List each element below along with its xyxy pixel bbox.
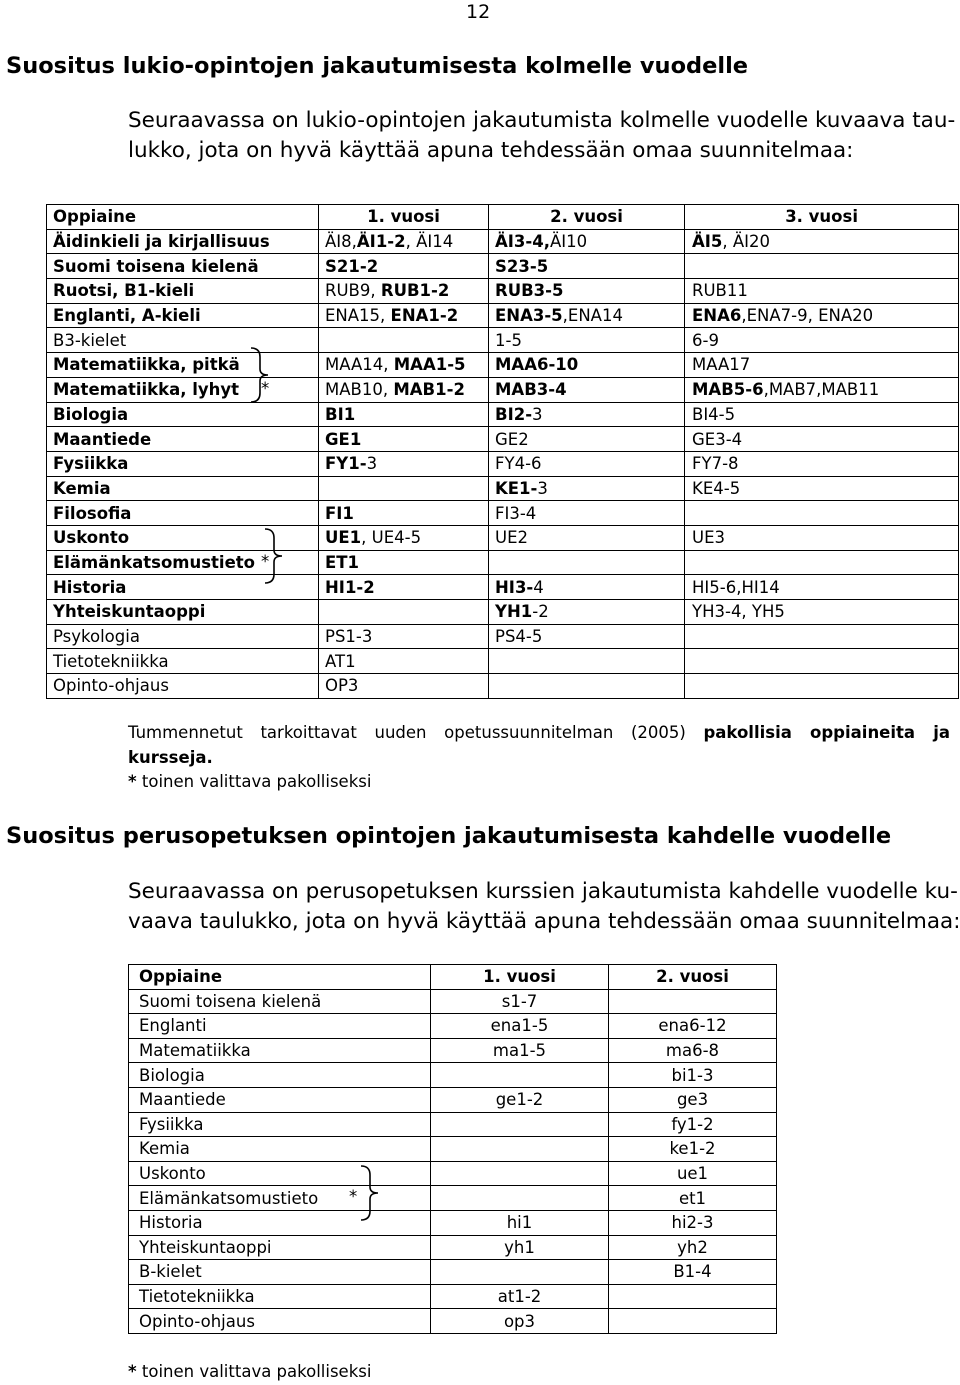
perus-table-row	[129, 1063, 777, 1088]
lukio-table-row	[47, 303, 959, 328]
lukio-cell-subject	[47, 254, 319, 279]
lukio-table-row	[47, 279, 959, 304]
star-marker: *	[349, 1187, 358, 1207]
course-code: ÄI3-4,	[495, 232, 550, 252]
perus-cell-subject	[129, 989, 431, 1014]
course-code: UE3	[692, 528, 725, 548]
lukio-header-year2: 2. vuosi	[489, 205, 685, 230]
perus-cell-year1	[431, 1063, 609, 1088]
course-code: RUB11	[692, 281, 748, 301]
course-code: MAB1-2	[393, 380, 465, 400]
section1-intro-line2: lukko, jota on hyvä käyttää apuna tehdessään omaa suunnitelmaa:	[128, 138, 854, 163]
course-code: 3	[532, 404, 543, 424]
star-marker: *	[261, 551, 270, 571]
lukio-cell-year1	[319, 525, 489, 550]
lukio-cell-year2	[489, 600, 685, 625]
lukio-cell-year1	[319, 674, 489, 699]
subject-name: Uskonto	[53, 528, 130, 548]
lukio-cell-year1	[319, 575, 489, 600]
perus-table-note	[128, 1360, 950, 1385]
perus-table-row	[129, 1284, 777, 1309]
course-code: UE2	[495, 528, 528, 548]
subject-name: Yhteiskuntaoppi	[53, 602, 206, 622]
perus-cell-year1: at1-2	[431, 1284, 609, 1309]
course-code: BI1	[325, 404, 356, 424]
course-code: ,ENA14	[562, 306, 623, 326]
course-code: -2	[532, 602, 549, 622]
course-code: RUB1-2	[380, 281, 450, 301]
course-code: RUB3-5	[495, 281, 564, 301]
subject-name: Maantiede	[139, 1090, 226, 1110]
lukio-cell-subject	[47, 377, 319, 402]
lukio-cell-year3	[685, 575, 959, 600]
subject-name: Biologia	[139, 1065, 205, 1085]
course-code: 3	[537, 478, 548, 498]
section1-heading: Suositus lukio-opintojen jakautumisesta kolmelle vuodelle	[6, 53, 749, 79]
lukio-table-row	[47, 476, 959, 501]
perus-table-row	[129, 1309, 777, 1334]
perus-cell-year2: yh2	[609, 1235, 777, 1260]
lukio-cell-year3	[685, 402, 959, 427]
perus-cell-subject	[129, 1014, 431, 1039]
note-star-text: toinen valittava pakolliseksi	[136, 772, 372, 791]
course-code: HI5-6,HI14	[692, 577, 780, 597]
perus-table-row	[129, 1260, 777, 1285]
course-code: MAB10,	[325, 380, 394, 400]
course-code: HI3-	[495, 577, 534, 597]
lukio-cell-year1	[319, 624, 489, 649]
course-code: MAA6-10	[495, 355, 579, 375]
lukio-table-row	[47, 353, 959, 378]
perus-cell-year1: hi1	[431, 1210, 609, 1235]
perus-cell-year1	[431, 1186, 609, 1211]
lukio-header-year1: 1. vuosi	[319, 205, 489, 230]
lukio-table-row	[47, 328, 959, 353]
course-code: ÄI1-2	[356, 232, 406, 252]
lukio-table-row	[47, 600, 959, 625]
lukio-table-row	[47, 501, 959, 526]
lukio-cell-year1	[319, 476, 489, 501]
subject-name: Ruotsi, B1-kieli	[53, 281, 195, 301]
course-code: ET1	[325, 552, 360, 572]
lukio-cell-year2	[489, 525, 685, 550]
lukio-table-row	[47, 402, 959, 427]
perus-cell-year1	[431, 1112, 609, 1137]
lukio-cell-year3	[685, 600, 959, 625]
lukio-cell-year2	[489, 550, 685, 575]
lukio-cell-year3	[685, 501, 959, 526]
lukio-cell-subject	[47, 279, 319, 304]
lukio-cell-year1	[319, 600, 489, 625]
section2-intro-line2: vaava taulukko, jota on hyvä käyttää apuna tehdessään omaa suunnitelmaa:	[128, 909, 960, 934]
subject-name: Psykologia	[53, 627, 140, 647]
perus-header-year2: 2. vuosi	[609, 965, 777, 990]
course-code: FY4-6	[495, 454, 542, 474]
perus-header-year1: 1. vuosi	[431, 965, 609, 990]
subject-name: Elämänkatsomustieto	[53, 552, 256, 572]
perus-cell-year2: fy1-2	[609, 1112, 777, 1137]
lukio-cell-year1	[319, 328, 489, 353]
course-code: 6-9	[692, 330, 719, 350]
lukio-cell-year3	[685, 624, 959, 649]
subject-name: Opinto-ohjaus	[139, 1311, 255, 1331]
course-code: AT1	[325, 651, 356, 671]
lukio-cell-year1	[319, 550, 489, 575]
perus-cell-year1: op3	[431, 1309, 609, 1334]
course-code: , UE4-5	[361, 528, 422, 548]
course-code: ENA15,	[325, 306, 391, 326]
subject-name: Englanti, A-kieli	[53, 306, 201, 326]
lukio-cell-subject	[47, 674, 319, 699]
perus-table-row	[129, 989, 777, 1014]
perus-table-row	[129, 1186, 777, 1211]
lukio-table-header-row	[47, 205, 959, 230]
note-star: *	[128, 772, 137, 791]
lukio-cell-year2	[489, 427, 685, 452]
subject-name: Historia	[53, 577, 127, 597]
course-code: MAA17	[692, 355, 751, 375]
lukio-table-row	[47, 525, 959, 550]
course-code: RUB9,	[325, 281, 381, 301]
note-normal-text: Tummennetut tarkoittavat uuden opetussuunnitelman (2005)	[128, 723, 704, 742]
lukio-cell-year2	[489, 279, 685, 304]
course-code: ÄI8,	[325, 232, 357, 252]
lukio-table-row	[47, 427, 959, 452]
lukio-table-row	[47, 451, 959, 476]
perus-cell-subject	[129, 1161, 431, 1186]
course-code: S21-2	[325, 256, 379, 276]
perus-cell-subject	[129, 1137, 431, 1162]
subject-name: Uskonto	[139, 1164, 206, 1184]
religion-brace-icon	[262, 526, 288, 586]
subject-name: Kemia	[53, 478, 111, 498]
perusopetus-course-table	[128, 964, 777, 1334]
course-code: 3	[366, 454, 378, 474]
lukio-cell-year2	[489, 254, 685, 279]
lukio-cell-year2	[489, 624, 685, 649]
course-code: PS1-3	[325, 627, 373, 647]
lukio-cell-year3	[685, 476, 959, 501]
perus-cell-year2: B1-4	[609, 1260, 777, 1285]
lukio-cell-year3	[685, 525, 959, 550]
course-code: YH1	[495, 602, 533, 622]
lukio-cell-year3	[685, 451, 959, 476]
note-bold-text: pakollisia oppiaineita ja kursseja.	[128, 723, 951, 767]
course-code: ÄI5	[692, 232, 723, 252]
lukio-cell-year2	[489, 303, 685, 328]
lukio-cell-year2	[489, 575, 685, 600]
perus-cell-year1: s1-7	[431, 989, 609, 1014]
lukio-cell-year1	[319, 377, 489, 402]
section1-intro-line1: Seuraavassa on lukio-opintojen jakautumista kolmelle vuodelle kuvaava tau-	[128, 108, 956, 133]
course-code: , ÄI20	[722, 232, 771, 252]
subject-name: Kemia	[139, 1139, 190, 1159]
lukio-cell-subject	[47, 624, 319, 649]
perus-cell-year2: ue1	[609, 1161, 777, 1186]
perus-table-row	[129, 1235, 777, 1260]
lukio-cell-year1	[319, 229, 489, 254]
course-code: GE1	[325, 429, 362, 449]
lukio-cell-subject	[47, 229, 319, 254]
page-number: 12	[466, 1, 491, 23]
lukio-cell-year2	[489, 649, 685, 674]
lukio-cell-year2	[489, 229, 685, 254]
lukio-cell-year1	[319, 649, 489, 674]
perus-cell-subject	[129, 1309, 431, 1334]
perus-cell-year2: ma6-8	[609, 1038, 777, 1063]
perus-cell-subject	[129, 1087, 431, 1112]
subject-name: Opinto-ohjaus	[53, 676, 169, 696]
subject-name: Matematiikka, pitkä	[53, 355, 240, 375]
perus-cell-subject	[129, 1235, 431, 1260]
perus-cell-subject	[129, 1186, 431, 1211]
lukio-cell-subject	[47, 427, 319, 452]
lukio-course-table	[46, 204, 959, 699]
lukio-cell-subject	[47, 451, 319, 476]
lukio-cell-subject	[47, 328, 319, 353]
course-code: MAB3-4	[495, 380, 567, 400]
perus-table-row	[129, 1137, 777, 1162]
lukio-cell-subject	[47, 353, 319, 378]
lukio-table-row	[47, 229, 959, 254]
course-code: KE1-	[495, 478, 538, 498]
lukio-cell-year1	[319, 303, 489, 328]
lukio-cell-year2	[489, 353, 685, 378]
subject-name: Maantiede	[53, 429, 152, 449]
lukio-cell-subject	[47, 476, 319, 501]
perus-cell-subject	[129, 1260, 431, 1285]
lukio-cell-year2	[489, 451, 685, 476]
course-code: 1-5	[495, 330, 522, 350]
subject-name: Äidinkieli ja kirjallisuus	[53, 232, 270, 252]
lukio-table-row	[47, 649, 959, 674]
lukio-cell-year1	[319, 451, 489, 476]
lukio-table-row	[47, 550, 959, 575]
subject-name: Biologia	[53, 404, 129, 424]
perus-table-header-row	[129, 965, 777, 990]
perus-table-row	[129, 1112, 777, 1137]
course-code: ENA6	[692, 306, 742, 326]
subject-name: Filosofia	[53, 503, 132, 523]
perus-cell-year2: ena6-12	[609, 1014, 777, 1039]
course-code: BI4-5	[692, 404, 736, 424]
perus-cell-year2: ke1-2	[609, 1137, 777, 1162]
section2-intro-line1: Seuraavassa on perusopetuksen kurssien jakautumista kahdelle vuodelle ku-	[128, 879, 958, 904]
lukio-cell-subject	[47, 501, 319, 526]
course-code: OP3	[325, 676, 359, 696]
course-code: HI1-2	[325, 577, 375, 597]
subject-name: B3-kielet	[53, 330, 127, 350]
perus-cell-year2: bi1-3	[609, 1063, 777, 1088]
lukio-cell-subject	[47, 649, 319, 674]
subject-name: Matematiikka	[139, 1041, 251, 1061]
perus-cell-year1	[431, 1137, 609, 1162]
section2-heading: Suositus perusopetuksen opintojen jakautumisesta kahdelle vuodelle	[6, 823, 892, 849]
lukio-cell-year3	[685, 303, 959, 328]
course-code: , ÄI14	[405, 232, 454, 252]
perus-cell-subject	[129, 1210, 431, 1235]
lukio-cell-year3	[685, 550, 959, 575]
lukio-header-year3: 3. vuosi	[685, 205, 959, 230]
course-code: MAA14,	[325, 355, 394, 375]
lukio-cell-year2	[489, 377, 685, 402]
perus-cell-year1: ge1-2	[431, 1087, 609, 1112]
course-code: GE3-4	[692, 429, 743, 449]
lukio-cell-year3	[685, 649, 959, 674]
lukio-cell-year3	[685, 674, 959, 699]
subject-name: Fysiikka	[139, 1114, 204, 1134]
subject-name: Elämänkatsomustieto	[139, 1188, 319, 1208]
lukio-cell-subject	[47, 303, 319, 328]
lukio-cell-year3	[685, 353, 959, 378]
religion-brace-icon-2	[358, 1163, 384, 1223]
lukio-cell-year2	[489, 674, 685, 699]
lukio-cell-year2	[489, 402, 685, 427]
course-code: BI2-	[495, 404, 533, 424]
lukio-table-row	[47, 254, 959, 279]
note2-star: *	[128, 1362, 137, 1381]
subject-name: Tietotekniikka	[139, 1287, 255, 1307]
perus-table-row	[129, 1210, 777, 1235]
course-code: ,MAB7,MAB11	[763, 380, 880, 400]
course-code: GE2	[495, 429, 529, 449]
course-code: S23-5	[495, 256, 549, 276]
perus-cell-year1	[431, 1161, 609, 1186]
lukio-cell-year3	[685, 328, 959, 353]
lukio-cell-year1	[319, 254, 489, 279]
lukio-cell-year3	[685, 427, 959, 452]
lukio-cell-year3	[685, 377, 959, 402]
note2-text: toinen valittava pakolliseksi	[136, 1362, 372, 1381]
perus-cell-year2	[609, 1309, 777, 1334]
perus-cell-year2: ge3	[609, 1087, 777, 1112]
perus-cell-subject	[129, 1038, 431, 1063]
perus-table-row	[129, 1087, 777, 1112]
perus-cell-year1	[431, 1260, 609, 1285]
lukio-cell-year1	[319, 353, 489, 378]
perus-cell-year2	[609, 989, 777, 1014]
lukio-table-row	[47, 377, 959, 402]
perus-table-row	[129, 1014, 777, 1039]
course-code: FI1	[325, 503, 354, 523]
lukio-table-note	[128, 721, 950, 795]
perus-cell-year2: hi2-3	[609, 1210, 777, 1235]
course-code: UE1	[325, 528, 362, 548]
perus-header-subject: Oppiaine	[129, 965, 431, 990]
subject-name: Historia	[139, 1213, 203, 1233]
section1-intro	[128, 106, 956, 166]
perus-cell-subject	[129, 1063, 431, 1088]
lukio-cell-year3	[685, 254, 959, 279]
course-code: FY7-8	[692, 454, 739, 474]
perus-cell-year1: ena1-5	[431, 1014, 609, 1039]
perus-cell-year1: ma1-5	[431, 1038, 609, 1063]
star-marker: *	[261, 378, 270, 398]
lukio-header-subject: Oppiaine	[47, 205, 319, 230]
course-code: KE4-5	[692, 478, 741, 498]
course-code: 4	[533, 577, 544, 597]
subject-name: B-kielet	[139, 1262, 202, 1282]
course-code: ENA1-2	[390, 306, 459, 326]
subject-name: Fysiikka	[53, 454, 129, 474]
subject-name: Suomi toisena kielenä	[53, 256, 259, 276]
subject-name: Matematiikka, lyhyt	[53, 380, 240, 400]
perus-table-row	[129, 1161, 777, 1186]
perus-cell-year2	[609, 1284, 777, 1309]
lukio-cell-year2	[489, 328, 685, 353]
course-code: MAA1-5	[393, 355, 466, 375]
course-code: YH3-4, YH5	[692, 602, 785, 622]
math-brace-icon	[248, 345, 274, 405]
course-code: FI3-4	[495, 503, 537, 523]
course-code: FY1-	[325, 454, 367, 474]
course-code: ÄI10	[550, 232, 588, 252]
subject-name: Suomi toisena kielenä	[139, 991, 322, 1011]
lukio-cell-year3	[685, 229, 959, 254]
lukio-cell-subject	[47, 402, 319, 427]
perus-cell-subject	[129, 1112, 431, 1137]
lukio-table-row	[47, 674, 959, 699]
lukio-cell-year2	[489, 501, 685, 526]
course-code: PS4-5	[495, 627, 543, 647]
lukio-cell-year1	[319, 501, 489, 526]
lukio-table-row	[47, 575, 959, 600]
course-code: MAB5-6	[692, 380, 764, 400]
subject-name: Yhteiskuntaoppi	[139, 1237, 272, 1257]
lukio-cell-year2	[489, 476, 685, 501]
course-code: ,ENA7-9, ENA20	[741, 306, 874, 326]
lukio-cell-year1	[319, 279, 489, 304]
lukio-cell-year3	[685, 279, 959, 304]
perus-cell-subject	[129, 1284, 431, 1309]
lukio-table-row	[47, 624, 959, 649]
perus-cell-year1: yh1	[431, 1235, 609, 1260]
subject-name: Englanti	[139, 1016, 207, 1036]
perus-table-row	[129, 1038, 777, 1063]
course-code: ENA3-5	[495, 306, 563, 326]
lukio-cell-subject	[47, 600, 319, 625]
perus-cell-year2: et1	[609, 1186, 777, 1211]
lukio-cell-year1	[319, 402, 489, 427]
section2-intro	[128, 877, 960, 937]
subject-name: Tietotekniikka	[53, 651, 169, 671]
lukio-cell-year1	[319, 427, 489, 452]
